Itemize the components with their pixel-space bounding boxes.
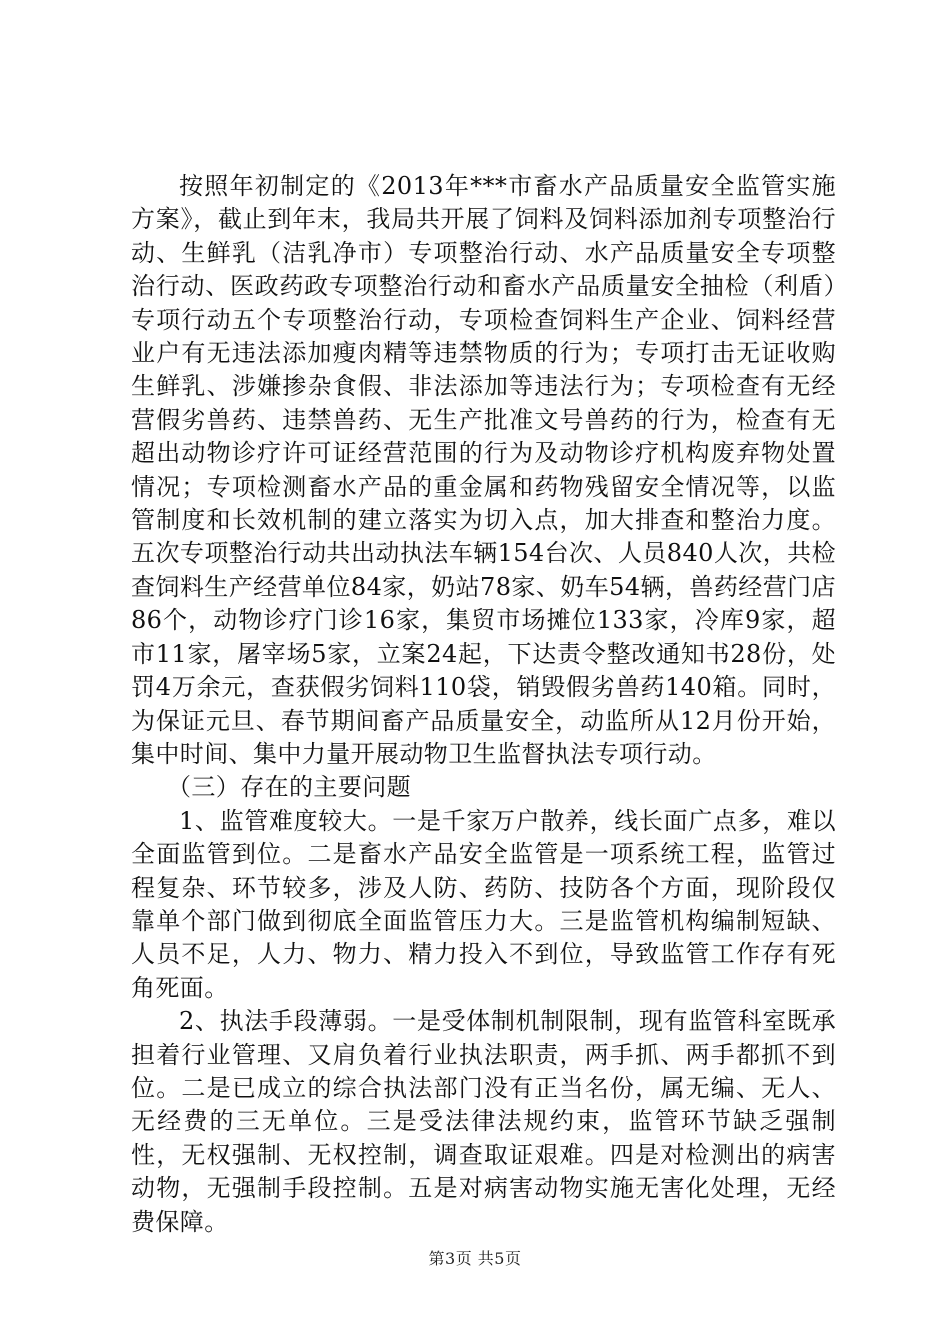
page-footer: 第3页 共5页 bbox=[428, 1249, 522, 1268]
document-body bbox=[131, 170, 836, 1239]
paragraph-problem-weak-enforcement: 2、执法手段薄弱。一是受体制机制限制，现有监管科室既承担着行业管理、又肩负着行业执法职责，两手抓、两手都抓不到位。二是已成立的综合执法部门没有正当名份，属无编、无人、无经费的三无单位。三是受法律法规约束，监管环节缺乏强制性，无权强制、无权控制，调查取证艰难。四是对检测出的病害动物，无强制手段控制。五是对病害动物实施无害化处理，无经费保障。 bbox=[131, 1007, 836, 1236]
paragraph-problem-supervision-difficulty: 1、监管难度较大。一是千家万户散养，线长面广点多，难以全面监管到位。二是畜水产品安全监管是一项系统工程，监管过程复杂、环节较多，涉及人防、药防、技防各个方面，现阶段仅靠单个部门做到彻底全面监管压力大。三是监管机构编制短缺、人员不足，人力、物力、精力投入不到位，导致监管工作存有死角死面。 bbox=[131, 806, 836, 1002]
section-heading-main-problems: （三）存在的主要问题 bbox=[167, 773, 411, 802]
paragraph-enforcement-summary: 按照年初制定的《2013年***市畜水产品质量安全监管实施方案》，截止到年末，我局共开展了饲料及饲料添加剂专项整治行动、生鲜乳（洁乳净市）专项整治行动、水产品质量安全专项整治行动、医政药政专项整治行动和畜水产品质量安全抽检（利盾）专项行动五个专项整治行动，专项检查饲料生产企业、饲料经营业户有无违法添加瘦肉精等违禁物质的行为；专项打击无证收购生鲜乳、涉嫌掺杂食假、非法添加等违法行为；专项检查有无经营假劣兽药、违禁兽药、无生产批准文号兽药的行为，检查有无超出动物诊疗许可证经营范围的行为及动物诊疗机构废弃物处置情况；专项检测畜水产品的重金属和药物残留安全情况等，以监管制度和长效机制的建立落实为切入点，加大排查和整治力度。五次专项整治行动共出动执法车辆154台次、人员840人次，共检查饲料生产经营单位84家，奶站78家、奶车54辆，兽药经营门店86个，动物诊疗门诊16家，集贸市场摊位133家，冷库9家，超市11家，屠宰场5家，立案24起，下达责令整改通知书28份，处罚4万余元，查获假劣饲料110袋，销毁假劣兽药140箱。同时，为保证元旦、春节期间畜产品质量安全，动监所从12月份开始，集中时间、集中力量开展动物卫生监督执法专项行动。 bbox=[131, 172, 836, 768]
